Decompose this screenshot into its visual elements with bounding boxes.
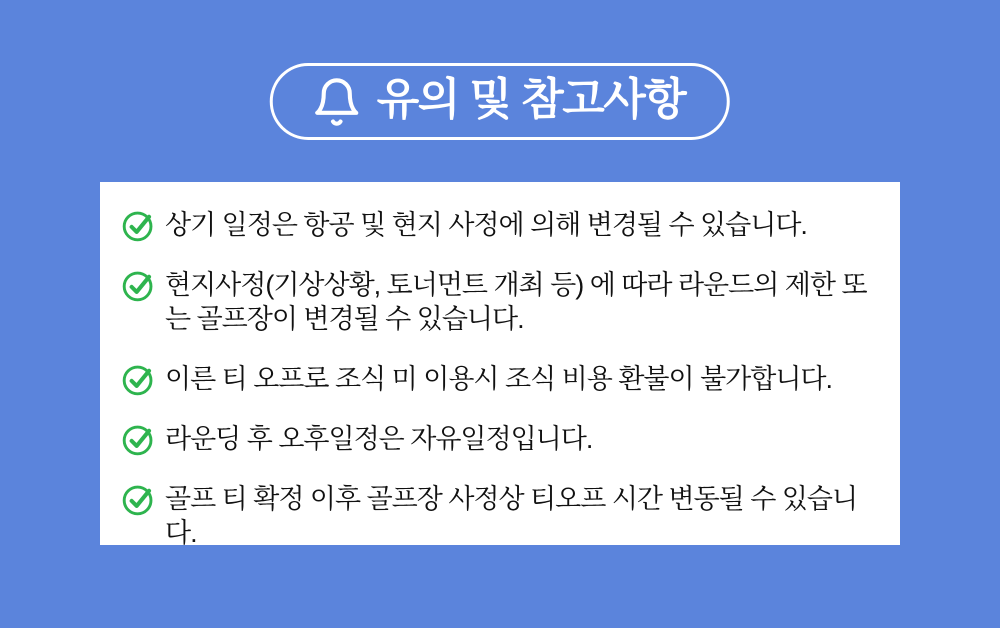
note-item bbox=[122, 422, 882, 456]
note-item bbox=[122, 268, 882, 336]
check-circle-icon bbox=[122, 423, 155, 456]
note-text: 이른 티 오프로 조식 미 이용시 조식 비용 환불이 불가합니다. bbox=[165, 364, 832, 394]
notice-header-pill bbox=[270, 63, 730, 140]
note-item bbox=[122, 362, 882, 396]
note-text: 라운딩 후 오후일정은 자유일정입니다. bbox=[165, 424, 593, 454]
note-text: 골프 티 확정 이후 골프장 사정상 티오프 시간 변동될 수 있습니다. bbox=[165, 484, 858, 548]
check-circle-icon bbox=[122, 209, 155, 242]
check-circle-icon bbox=[122, 363, 155, 396]
notes-card bbox=[100, 182, 900, 548]
note-item bbox=[122, 208, 882, 242]
notice-title: 유의 및 참고사항 bbox=[376, 74, 686, 124]
check-circle-icon bbox=[122, 269, 155, 302]
note-text: 현지사정(기상상황, 토너먼트 개최 등) 에 따라 라운드의 제한 또는 골프장이 변경될 수 있습니다. bbox=[165, 270, 867, 334]
note-item bbox=[122, 482, 882, 550]
check-circle-icon bbox=[122, 483, 155, 516]
bell-icon bbox=[311, 76, 363, 128]
note-text: 상기 일정은 항공 및 현지 사정에 의해 변경될 수 있습니다. bbox=[165, 210, 807, 240]
